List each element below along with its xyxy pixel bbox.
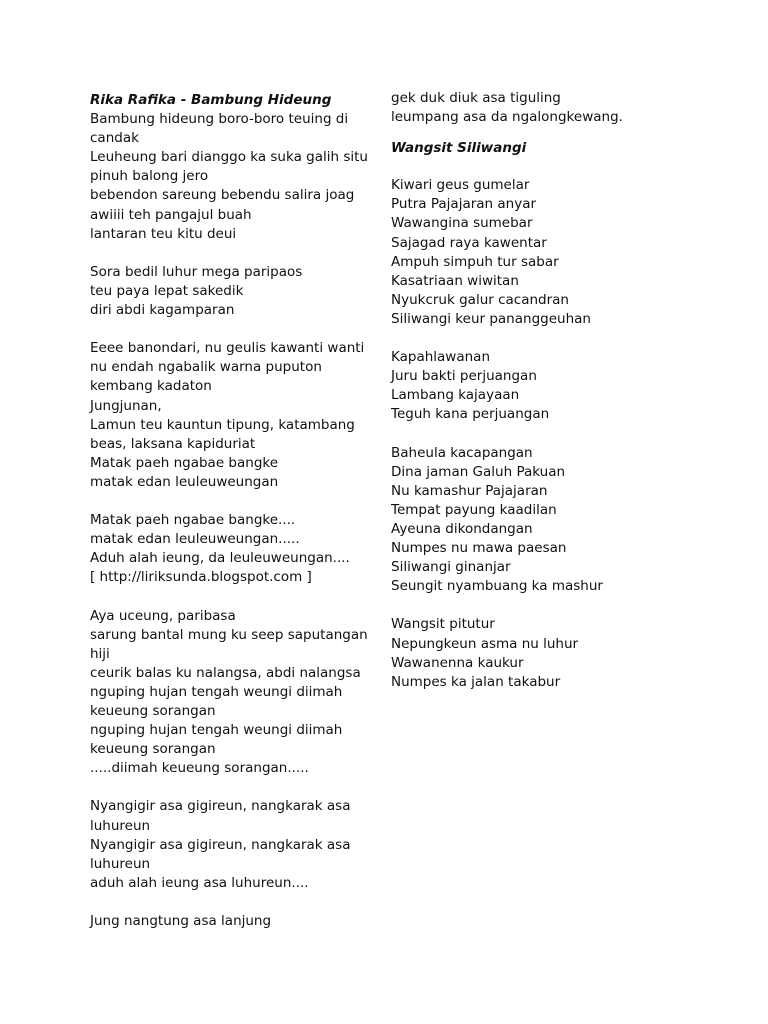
lyric-line: Jung nangtung asa lanjung	[90, 913, 272, 930]
lyric-line: Nyukcruk galur cacandran	[391, 291, 569, 308]
lyric-line: Bambung hideung boro-boro teuing di candak	[90, 111, 349, 147]
stanza	[90, 511, 382, 587]
lyric-line: Sora bedil luhur mega paripaos	[90, 263, 303, 280]
lyric-line: Numpes ka jalan takabur	[391, 673, 561, 690]
lyric-line: Ampuh simpuh tur sabar	[391, 253, 559, 270]
stanza	[391, 176, 651, 329]
lyric-line: Siliwangi ginanjar	[391, 559, 511, 576]
lyric-line: Baheula kacapangan	[391, 444, 533, 461]
stanza	[391, 444, 651, 597]
lyric-line: lantaran teu kitu deui	[90, 225, 237, 242]
lyric-line: Leuheung bari dianggo ka suka galih situ pinuh balong jero	[90, 149, 368, 185]
lyric-line: matak edan leuleuweungan	[90, 473, 279, 490]
lyric-line: bebendon sareung bebendu salira joag awiiii teh pangajul buah	[90, 187, 355, 223]
lyric-line: Sajagad raya kawentar	[391, 234, 547, 251]
lyric-line: Siliwangi keur pananggeuhan	[391, 310, 591, 327]
lyric-line: Putra Pajajaran anyar	[391, 196, 537, 213]
lyric-line: diri abdi kagamparan	[90, 302, 235, 319]
lyric-line: Jungjunan,	[90, 397, 162, 414]
stanza	[90, 912, 382, 931]
lyric-line: Kasatriaan wiwitan	[391, 272, 519, 289]
lyric-line: Numpes nu mawa paesan	[391, 540, 567, 557]
lyric-line: nguping hujan tengah weungi diimah keueung sorangan	[90, 722, 343, 758]
lyric-line: Matak paeh ngabae bangke....	[90, 512, 296, 529]
song-title-wangsit-siliwangi: Wangsit Siliwangi	[391, 140, 527, 157]
lyric-line: Lamun teu kauntun tipung, katambang beas, laksana kapiduriat	[90, 416, 355, 452]
stanza	[90, 263, 382, 320]
lyric-line: Tempat payung kaadilan	[391, 501, 557, 518]
lyric-line: ceurik balas ku nalangsa, abdi nalangsa nguping hujan tengah weungi diimah keueung sorangan	[90, 664, 361, 719]
lyric-line: Wangsit pitutur	[391, 616, 495, 633]
lyric-line: Nu kamashur Pajajaran	[391, 482, 548, 499]
lyric-line: teu paya lepat sakedik	[90, 282, 244, 299]
lyric-line: Seungit nyambuang ka mashur	[391, 578, 603, 595]
stanza	[90, 797, 382, 892]
lyric-line: Lambang kajayaan	[391, 387, 520, 404]
lyric-line: aduh alah ieung asa luhureun....	[90, 874, 309, 891]
lyric-line: Wawanenna kaukur	[391, 654, 524, 671]
lyric-line: .....diimah keueung sorangan.....	[90, 760, 309, 777]
lyric-line: Kiwari geus gumelar	[391, 177, 530, 194]
left-column	[90, 89, 382, 950]
lyric-line: Juru bakti perjuangan	[391, 368, 537, 385]
stanza	[90, 110, 382, 244]
lyric-line: Eeee banondari, nu geulis kawanti wanti nu endah ngabalik warna puputon kembang kadaton	[90, 340, 365, 395]
lyric-line: sarung bantal mung ku seep saputangan hiji	[90, 626, 368, 662]
lyric-line: gek duk diuk asa tiguling	[391, 90, 561, 106]
stanza	[391, 615, 651, 691]
lyric-line: Nepungkeun asma nu luhur	[391, 635, 579, 652]
lyric-line: matak edan leuleuweungan.....	[90, 531, 300, 548]
lyric-line: Nyangigir asa gigireun, nangkarak asa luhureun	[90, 798, 351, 834]
stanza	[90, 339, 382, 492]
right-column	[391, 89, 651, 711]
continued-lines	[391, 89, 651, 127]
lyric-line: Ayeuna dikondangan	[391, 520, 533, 537]
stanza	[90, 607, 382, 779]
lyric-line: Matak paeh ngabae bangke	[90, 454, 279, 471]
lyric-line: Dina jaman Galuh Pakuan	[391, 463, 566, 480]
lyric-line: Aya uceung, paribasa	[90, 607, 236, 624]
lyric-line: Nyangigir asa gigireun, nangkarak asa luhureun	[90, 836, 351, 872]
stanza	[391, 348, 651, 424]
lyric-line: Kapahlawanan	[391, 349, 491, 366]
lyric-line: leumpang asa da ngalongkewang.	[391, 109, 623, 126]
song-title-bambung-hideung: Rika Rafika - Bambung Hideung	[90, 92, 332, 108]
lyric-line: Wawangina sumebar	[391, 215, 533, 232]
lyric-line: Teguh kana perjuangan	[391, 406, 550, 423]
source-url: [ http://liriksunda.blogspot.com ]	[90, 569, 312, 586]
lyric-line: Aduh alah ieung, da leuleuweungan....	[90, 550, 350, 567]
